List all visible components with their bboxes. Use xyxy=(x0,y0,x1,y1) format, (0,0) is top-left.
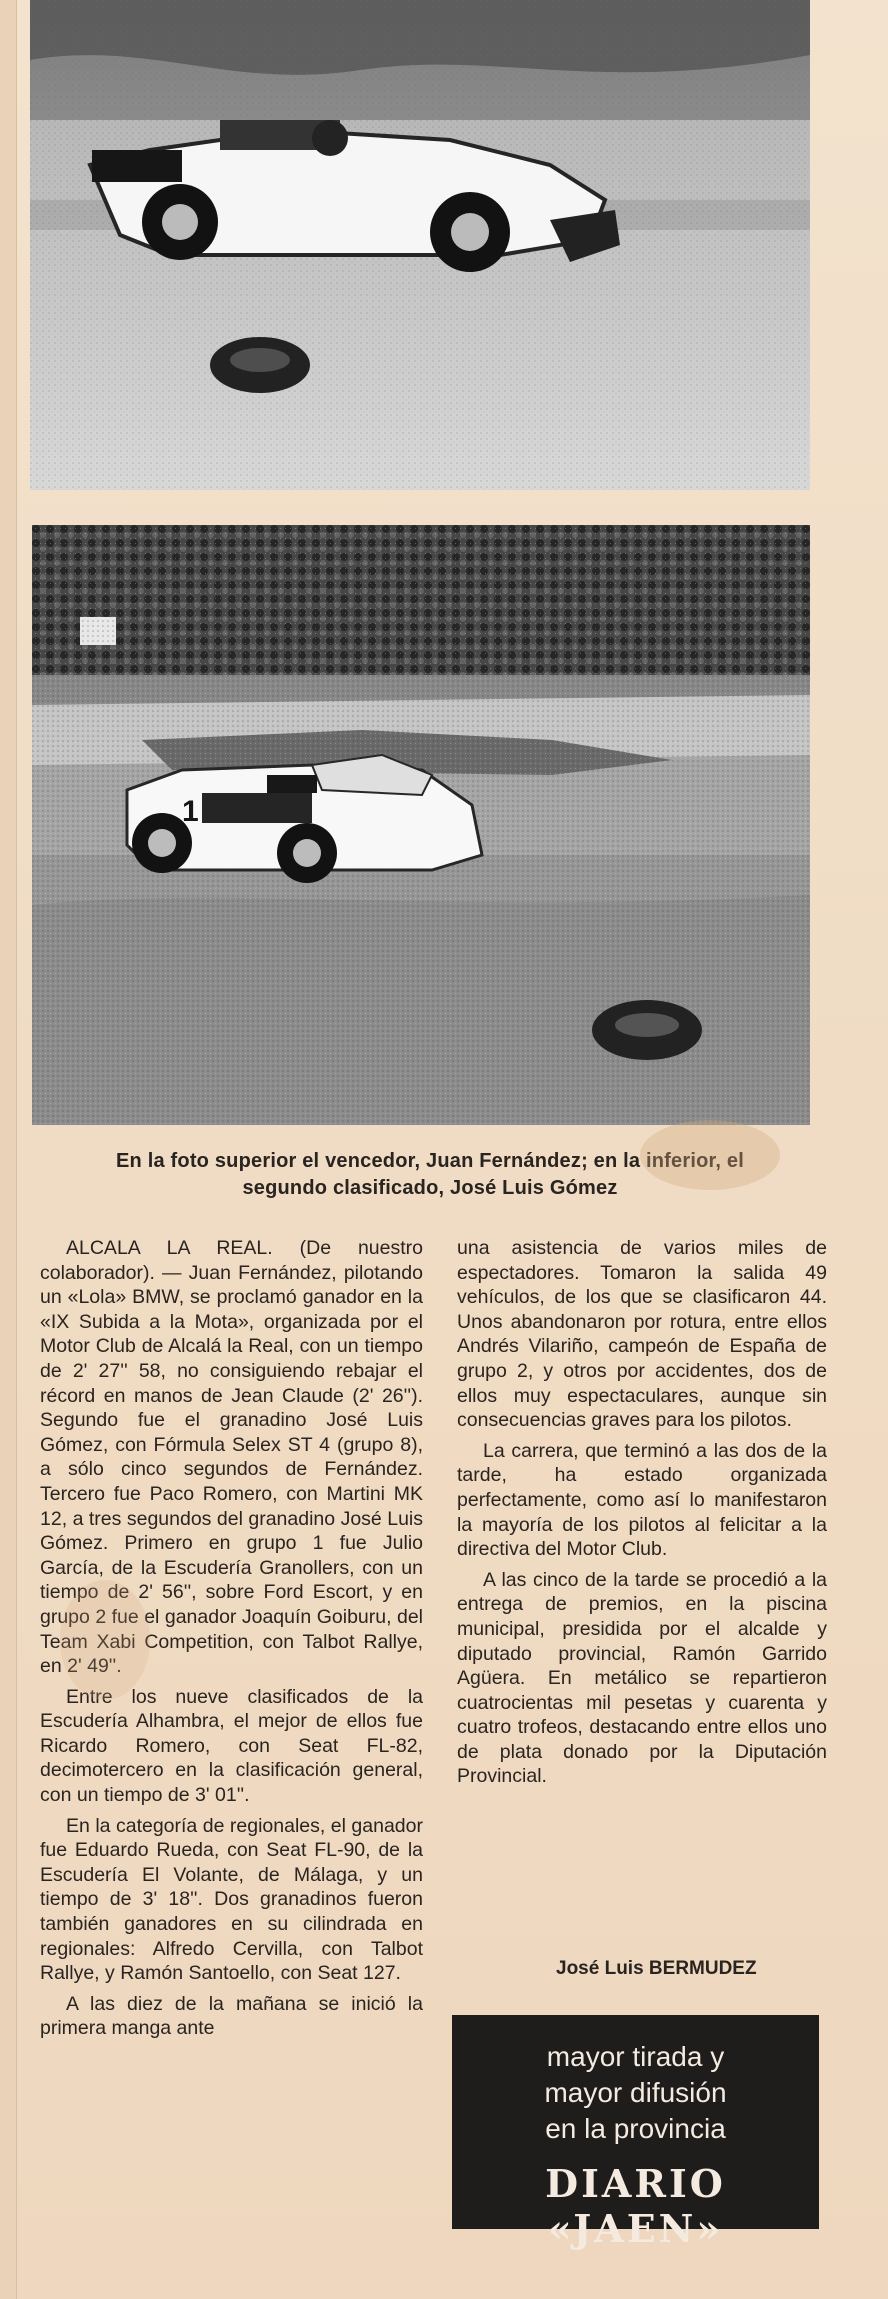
photo-winner-image xyxy=(30,0,810,490)
ad-line-3: en la provincia xyxy=(545,2113,726,2144)
article-paragraph: una asistencia de varios miles de espectadores. Tomaron la salida 49 vehículos, de los que se clasificaron 44. Unos abandonaron por rotura, entre ellos Andrés Vilariño, campeón de España de grupo 2, y otros por accidentes, dos de ellos muy espectaculares, aunque sin consecuencias graves para los pilotos. xyxy=(457,1237,827,1432)
article-paragraph: En la categoría de regionales, el ganador fue Eduardo Rueda, con Seat FL-90, de la Escudería El Volante, de Málaga, y un tiempo de 3' 18''. Dos granadinos fueron también ganadores en su cilindrada en regionales: Alfredo Cervilla, con Talbot Rallye, y Ramón Santoello, con Seat 127. xyxy=(40,1814,423,1985)
caption-line-2: segundo clasificado, José Luis Gómez xyxy=(242,1177,618,1199)
article-byline: José Luis BERMUDEZ xyxy=(556,1958,757,1979)
ad-line-2: mayor difusión xyxy=(544,2077,727,2108)
paper-stain xyxy=(640,1120,780,1190)
article-paragraph: ALCALA LA REAL. (De nuestro colaborador). — Juan Fernández, pilotando un «Lola» BMW, se proclamó ganador en la «IX Subida a la Mota», organizada por el Motor Club de Alcalá la Real, con un tiempo de 2' 27'' 58, no consiguiendo rebajar el récord en manos de Jean Claude (2' 26''). Segundo fue el granadino José Luis Gómez, con Fórmula Selex ST 4 (grupo 8), a sólo cinco segundos de Fernández. Tercero fue Paco Romero, con Martini MK 12, a tres segundos del granadino José Luis Gómez. Primero en grupo 1 fue Julio García, de la Escudería Granollers, con un tiempo de 2' 56'', sobre Ford Escort, y en grupo 2 fue el ganador Joaquín Goiburu, del Team Xabi Competition, con Talbot Rallye, en 2' 49''. xyxy=(40,1237,423,1678)
ad-line-1: mayor tirada y xyxy=(546,2041,725,2072)
photo-second-place xyxy=(32,525,810,1125)
article-paragraph: La carrera, que terminó a las dos de la tarde, ha estado organizada perfectamente, como así lo manifestaron la mayoría de los pilotos al felicitar a la directiva del Motor Club. xyxy=(457,1439,827,1561)
article-paragraph: A las cinco de la tarde se procedió a la entrega de premios, en la piscina municipal, presidida por el alcalde y diputado provincial, Ramón Garrido Agüera. En metálico se repartieron cuatrocientas mil pesetas y cuarenta y cuatro trofeos, destacando entre ellos uno de plata donado por la Diputación Provincial. xyxy=(457,1568,827,1788)
car-number-label: 1 xyxy=(182,795,199,828)
caption-line-1: En la foto superior el vencedor, Juan Fernández; en la inferior, el xyxy=(116,1150,744,1172)
photo-second-place-image xyxy=(32,525,810,1125)
clipping-left-edge xyxy=(0,0,17,2299)
article-paragraph: Entre los nueve clasificados de la Escudería Alhambra, el mejor de ellos fue Ricardo Romero, con Seat FL-82, decimotercero en la clasificación general, con un tiempo de 3' 01''. xyxy=(40,1685,423,1807)
article-column-right xyxy=(457,1236,827,1795)
newspaper-advertisement xyxy=(452,2015,819,2251)
photo-winner xyxy=(30,0,810,490)
article-paragraph: A las diez de la mañana se inició la primera manga ante xyxy=(40,1992,423,2040)
ad-brand: DIARIO «JAEN» xyxy=(545,2161,726,2251)
paper-stain xyxy=(60,1580,150,1700)
